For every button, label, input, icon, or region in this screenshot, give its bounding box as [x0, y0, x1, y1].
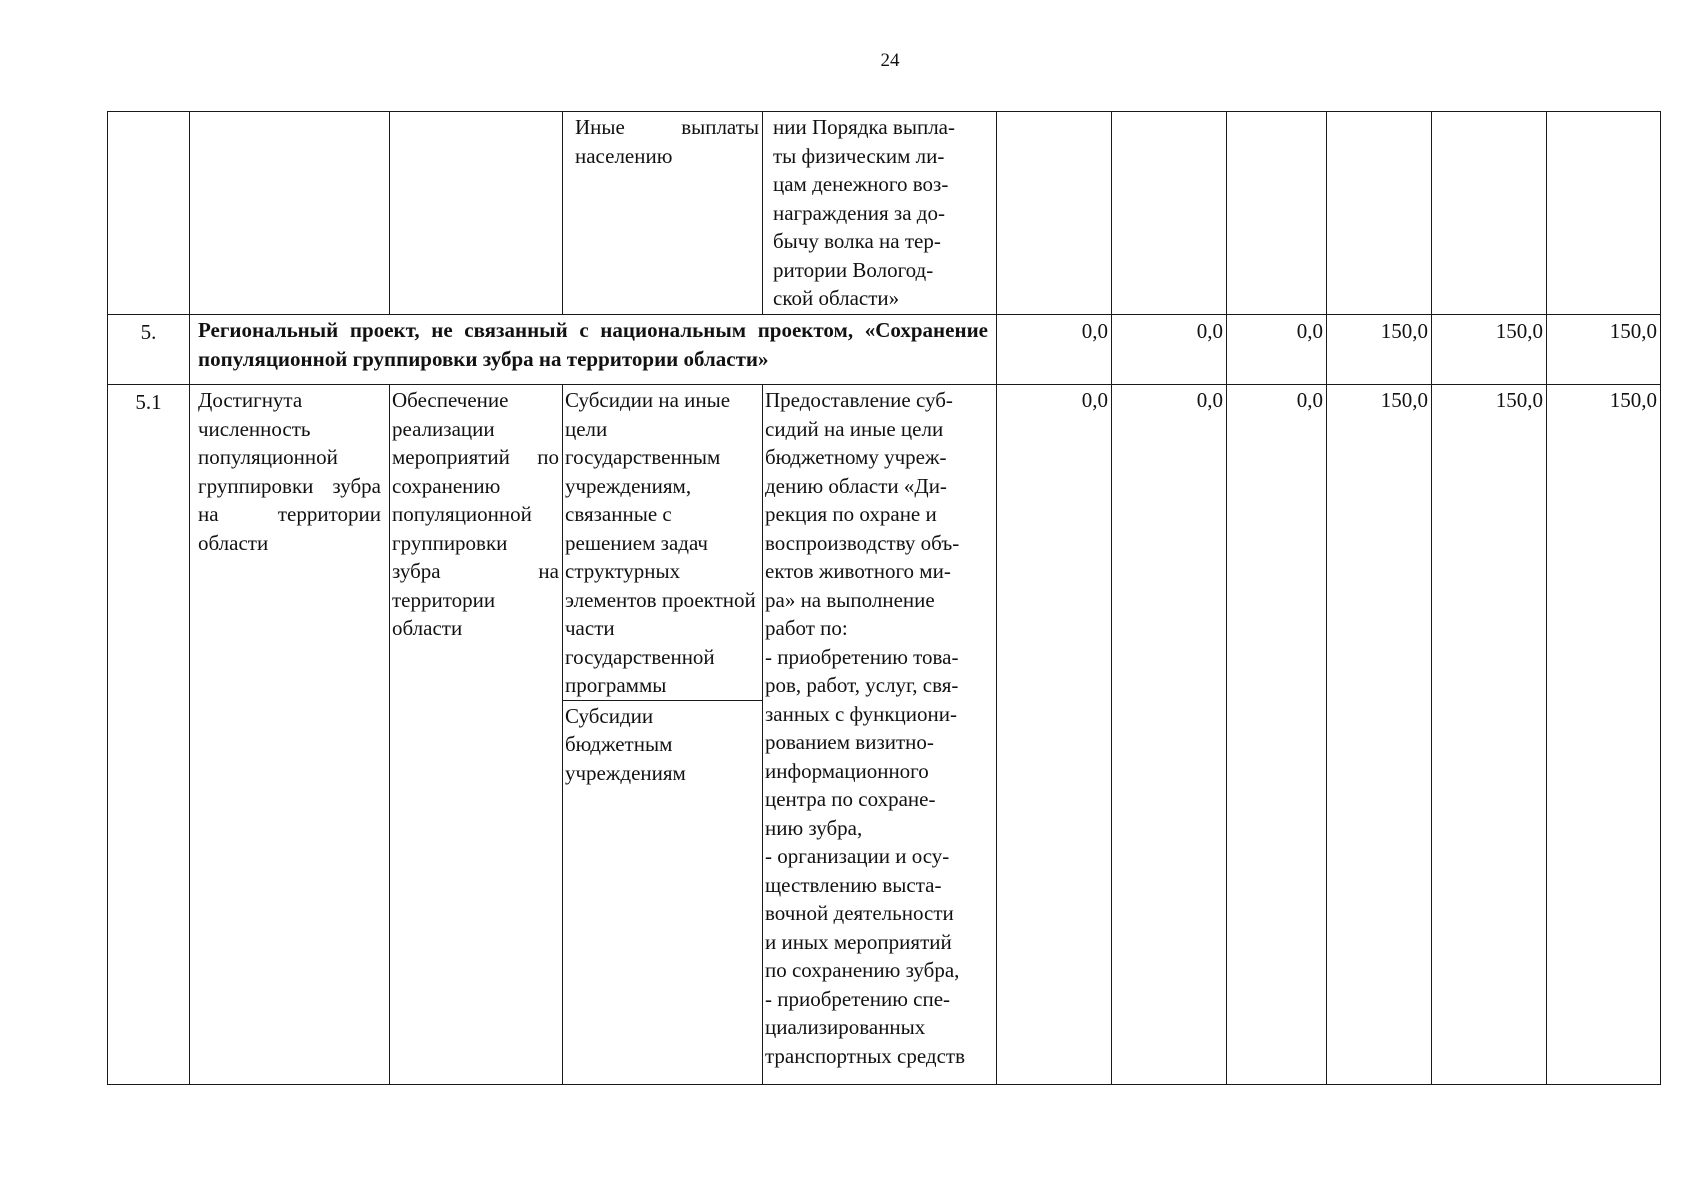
value-cell: 0,0 — [1112, 385, 1227, 1085]
table-row — [108, 315, 1661, 385]
budget-table — [107, 111, 1661, 1085]
value-cell: 150,0 — [1547, 385, 1661, 1085]
value-cell — [1432, 112, 1547, 315]
value-cell: 0,0 — [1112, 315, 1227, 385]
expense-type-secondary: Субсидии бюджетным учреждениям — [565, 703, 686, 785]
value-cell — [1547, 112, 1661, 315]
expense-type-cell: Иные выплаты населению — [563, 112, 763, 315]
value-cell: 0,0 — [997, 315, 1112, 385]
value-cell: 150,0 — [1432, 315, 1547, 385]
value-cell — [1227, 112, 1327, 315]
row-number: 5. — [108, 315, 190, 385]
value-cell: 150,0 — [1432, 385, 1547, 1085]
result-cell: Достигнута численность популяционной группировки зубра на территории области — [190, 385, 390, 1085]
project-title: Региональный проект, не связанный с национальным проектом, «Сохранение популяционной группировки зубра на территории области» — [190, 315, 997, 385]
description-cell: нии Порядка выпла- ты физическим ли- цам денежного воз- награждения за до- бычу волка на тер- ритории Вологод- ской области» — [763, 112, 997, 315]
value-cell: 150,0 — [1327, 315, 1432, 385]
table-row — [108, 112, 1661, 315]
result-cell — [190, 112, 390, 315]
expense-type-cell — [563, 385, 763, 1085]
measure-cell — [390, 112, 563, 315]
value-cell: 0,0 — [1227, 315, 1327, 385]
value-cell — [1112, 112, 1227, 315]
value-cell: 150,0 — [1327, 385, 1432, 1085]
value-cell: 0,0 — [997, 385, 1112, 1085]
row-number — [108, 112, 190, 315]
value-cell: 0,0 — [1227, 385, 1327, 1085]
measure-cell: Обеспечение реализации мероприятий по сохранению популяционной группировки зубра на территории области — [390, 385, 563, 1085]
value-cell — [997, 112, 1112, 315]
table-row — [108, 385, 1661, 1085]
row-number: 5.1 — [108, 385, 190, 1085]
description-cell: Предоставление суб- сидий на иные цели бюджетному учреж- дению области «Ди- рекция по охране и воспроизводству объ- ектов животного ми- ра» на выполнение работ по: - приобретению това- ров, работ, услуг, свя- занных с функциони- рованием визитно- информационного центра по сохране- нию зубра, - организации и осу- ществлению выста- вочной деятельности и иных мероприятий по сохранению зубра, - приобретению спе- циализированных транспортных средств — [763, 385, 997, 1085]
value-cell: 150,0 — [1547, 315, 1661, 385]
page-number: 24 — [880, 50, 900, 71]
expense-type-primary: Субсидии на иные цели государственным учреждениям, связанные с решением задач структурных элементов проектной части государственной программы — [562, 386, 762, 701]
value-cell — [1327, 112, 1432, 315]
